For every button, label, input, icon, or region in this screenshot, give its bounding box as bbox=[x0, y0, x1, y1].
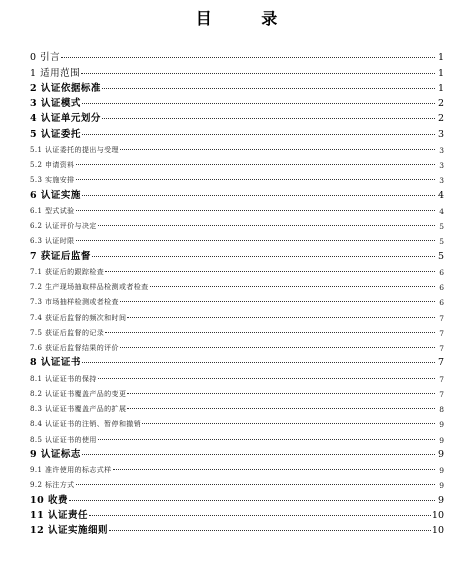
toc-entry-label: 6 认证实施 bbox=[30, 189, 81, 201]
page-title: 目 录 bbox=[195, 9, 300, 28]
toc-leader-dots bbox=[102, 88, 435, 89]
toc-leader-dots bbox=[127, 317, 435, 318]
toc-leader-dots bbox=[69, 500, 435, 501]
toc-entry[interactable] bbox=[30, 399, 444, 414]
toc-leader-dots bbox=[127, 393, 435, 394]
toc-leader-dots bbox=[105, 271, 435, 272]
toc-entry-label: 1 适用范围 bbox=[30, 67, 81, 79]
toc-entry-page-number: 7 bbox=[437, 357, 444, 369]
toc-entry-label: 7.2 生产现场抽取样品检测或者检查 bbox=[30, 283, 149, 291]
toc-entry-label: 6.3 认证时限 bbox=[30, 237, 75, 246]
toc-leader-dots bbox=[82, 454, 435, 455]
toc-entry[interactable] bbox=[30, 155, 444, 170]
toc-entry-page-number: 9 bbox=[439, 481, 444, 491]
toc-entry[interactable] bbox=[30, 460, 444, 475]
toc-leader-dots bbox=[98, 439, 435, 440]
toc-entry-label: 10 收费 bbox=[30, 494, 69, 506]
toc-entry-label: 9.2 标注方式 bbox=[30, 481, 75, 490]
toc-entry[interactable] bbox=[30, 277, 444, 292]
toc-entry[interactable] bbox=[30, 201, 444, 216]
toc-entry[interactable] bbox=[30, 63, 444, 78]
toc-leader-dots bbox=[120, 347, 435, 348]
toc-entry[interactable] bbox=[30, 414, 444, 429]
toc-entry-label: 4 认证单元划分 bbox=[30, 113, 101, 125]
toc-leader-dots bbox=[76, 164, 435, 165]
toc-entry-label: 7.4 获证后监督的频次和时间 bbox=[30, 313, 127, 322]
toc-leader-dots bbox=[98, 378, 435, 379]
toc-entry[interactable] bbox=[30, 140, 444, 155]
toc-leader-dots bbox=[150, 286, 435, 287]
toc-entry[interactable] bbox=[30, 307, 444, 322]
toc-entry-label: 7.1 获证后的跟踪检查 bbox=[30, 267, 105, 276]
toc-entry-label: 7.3 市场抽样检测或者检查 bbox=[30, 298, 119, 307]
toc-entry-page-number: 9 bbox=[437, 494, 444, 506]
toc-entry[interactable] bbox=[30, 368, 444, 383]
toc-entry-label: 6.2 认证评价与决定 bbox=[30, 222, 97, 230]
toc-entry-label: 0 引言 bbox=[30, 52, 61, 64]
toc-leader-dots bbox=[81, 73, 435, 74]
toc-entry-page-number: 5 bbox=[437, 250, 444, 262]
toc-entry-label: 5 认证委托 bbox=[30, 128, 81, 140]
toc-leader-dots bbox=[105, 332, 435, 333]
toc-entry[interactable] bbox=[30, 170, 444, 185]
toc-leader-dots bbox=[120, 149, 435, 150]
toc-entry-label: 2 认证依据标准 bbox=[30, 82, 101, 94]
toc-leader-dots bbox=[82, 362, 435, 363]
toc-leader-dots bbox=[76, 484, 435, 485]
toc-entry-page-number: 7 bbox=[439, 374, 444, 384]
toc-entry-page-number: 2 bbox=[437, 113, 444, 125]
toc-entry-label: 8.3 认证证书覆盖产品的扩展 bbox=[30, 405, 127, 413]
toc-entry-page-number: 5 bbox=[439, 222, 444, 231]
toc-entry[interactable] bbox=[30, 323, 444, 338]
toc-entry[interactable] bbox=[30, 384, 444, 399]
toc-leader-dots bbox=[76, 210, 435, 211]
toc-entry[interactable] bbox=[30, 246, 444, 261]
toc-entry[interactable] bbox=[30, 48, 444, 63]
toc-entry-page-number: 5 bbox=[439, 237, 444, 247]
toc-entry-page-number: 7 bbox=[439, 313, 444, 323]
toc-leader-dots bbox=[109, 530, 431, 531]
toc-entry-page-number: 3 bbox=[439, 145, 444, 155]
toc-entry-label: 8.1 认证证书的保持 bbox=[30, 374, 97, 383]
toc-leader-dots bbox=[76, 179, 435, 180]
toc-entry-page-number: 6 bbox=[439, 298, 444, 308]
toc-entry[interactable] bbox=[30, 109, 444, 124]
toc-entry-page-number: 7 bbox=[439, 344, 444, 353]
toc-leader-dots bbox=[92, 256, 435, 257]
toc-entry-label: 8.2 认证证书覆盖产品的变更 bbox=[30, 389, 127, 398]
toc-entry[interactable] bbox=[30, 79, 444, 94]
toc-entry-page-number: 4 bbox=[439, 206, 444, 216]
toc-entry-label: 5.1 认证委托的提出与受理 bbox=[30, 145, 119, 154]
toc-entry-page-number: 6 bbox=[439, 267, 444, 277]
toc-entry-page-number: 9 bbox=[439, 466, 444, 475]
toc-entry-page-number: 10 bbox=[431, 509, 444, 521]
toc-entry-page-number: 9 bbox=[439, 420, 444, 430]
toc-entry-page-number: 2 bbox=[437, 98, 444, 109]
toc-entry-page-number: 1 bbox=[437, 67, 444, 79]
toc-entry-label: 8.4 认证证书的注销、暂停和撤销 bbox=[30, 420, 142, 429]
toc-entry[interactable] bbox=[30, 490, 444, 505]
toc-entry-label: 9 认证标志 bbox=[30, 448, 81, 460]
toc-entry-page-number: 8 bbox=[439, 405, 444, 414]
toc-entry-page-number: 9 bbox=[437, 448, 444, 460]
toc-entry[interactable] bbox=[30, 124, 444, 139]
toc-entry-page-number: 3 bbox=[439, 176, 444, 186]
toc-entry-label: 8 认证证书 bbox=[30, 357, 81, 369]
toc-entry[interactable] bbox=[30, 475, 444, 490]
toc-entry-page-number: 7 bbox=[439, 328, 444, 338]
toc-leader-dots bbox=[82, 134, 435, 135]
toc-entry[interactable] bbox=[30, 185, 444, 200]
toc-entry-label: 7.5 获证后监督的记录 bbox=[30, 328, 105, 337]
toc-entry[interactable] bbox=[30, 521, 444, 536]
toc-entry-label: 3 认证模式 bbox=[30, 98, 81, 109]
toc-leader-dots bbox=[120, 301, 435, 302]
toc-entry[interactable] bbox=[30, 94, 444, 109]
toc-entry-label: 7.6 获证后监督结果的评价 bbox=[30, 344, 119, 352]
toc-leader-dots bbox=[82, 103, 435, 104]
toc-entry-label: 9.1 准许使用的标志式样 bbox=[30, 466, 112, 474]
toc-entry-page-number: 3 bbox=[439, 161, 444, 170]
toc-entry-page-number: 10 bbox=[431, 525, 444, 536]
toc-entry[interactable] bbox=[30, 445, 444, 460]
toc-leader-dots bbox=[98, 225, 435, 226]
toc-entry-page-number: 4 bbox=[437, 189, 444, 201]
toc-entry-page-number: 9 bbox=[439, 435, 444, 445]
toc-leader-dots bbox=[142, 423, 435, 424]
toc-entry-label: 8.5 认证证书的使用 bbox=[30, 435, 97, 444]
toc-leader-dots bbox=[76, 240, 435, 241]
table-of-contents bbox=[30, 48, 444, 536]
toc-entry-page-number: 1 bbox=[437, 82, 444, 94]
toc-entry[interactable] bbox=[30, 262, 444, 277]
toc-entry-label: 7 获证后监督 bbox=[30, 250, 91, 262]
toc-entry-label: 5.2 申请资料 bbox=[30, 161, 75, 169]
toc-entry[interactable] bbox=[30, 338, 444, 353]
toc-entry[interactable] bbox=[30, 429, 444, 444]
toc-entry-page-number: 3 bbox=[437, 128, 444, 140]
toc-leader-dots bbox=[102, 118, 435, 119]
toc-entry-page-number: 1 bbox=[437, 52, 444, 64]
toc-leader-dots bbox=[113, 469, 435, 470]
toc-entry[interactable] bbox=[30, 231, 444, 246]
toc-leader-dots bbox=[61, 57, 435, 58]
toc-entry-label: 11 认证责任 bbox=[30, 509, 89, 521]
toc-leader-dots bbox=[82, 195, 435, 196]
toc-entry-label: 12 认证实施细则 bbox=[30, 525, 109, 536]
toc-leader-dots bbox=[127, 408, 435, 409]
toc-entry[interactable] bbox=[30, 506, 444, 521]
toc-entry-page-number: 6 bbox=[439, 283, 444, 292]
toc-entry-label: 6.1 型式试验 bbox=[30, 206, 75, 215]
toc-entry-page-number: 7 bbox=[439, 389, 444, 399]
toc-leader-dots bbox=[89, 515, 431, 516]
toc-entry[interactable] bbox=[30, 216, 444, 231]
toc-entry-label: 5.3 实施安排 bbox=[30, 176, 75, 185]
toc-entry[interactable] bbox=[30, 353, 444, 368]
toc-entry[interactable] bbox=[30, 292, 444, 307]
